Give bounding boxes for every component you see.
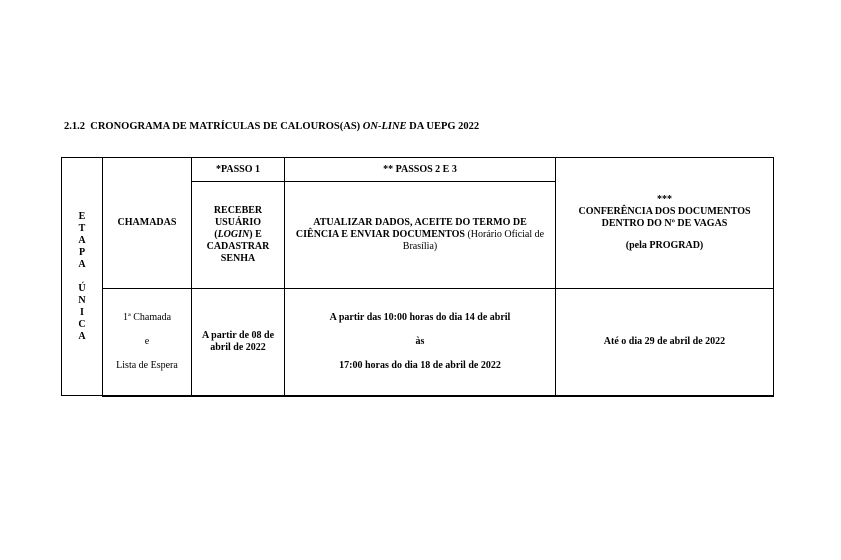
etapa-letter: A (78, 234, 86, 246)
conferencia-title: CONFERÊNCIA DOS DOCUMENTOS DENTRO DO Nº DE VAGAS (578, 206, 751, 229)
conferencia-date: Até o dia 29 de abril de 2022 (556, 289, 774, 396)
passos23-header: ** PASSOS 2 E 3 (285, 158, 556, 182)
receber-text-end: ) E CADASTRAR SENHA (206, 229, 270, 264)
conferencia-stars: *** (657, 194, 672, 205)
section-title-italic: ON-LINE (362, 121, 407, 132)
conferencia-header (556, 158, 774, 289)
passo1-header: *PASSO 1 (192, 158, 285, 182)
etapa-letter: N (78, 294, 86, 306)
etapa-letter: C (78, 318, 86, 330)
chamada-e: e (144, 335, 150, 347)
passo1-date: A partir de 08 de abril de 2022 (192, 289, 285, 396)
etapa-unica-cell (62, 158, 103, 396)
passos-start: A partir das 10:00 horas do dia 14 de abril (329, 311, 511, 323)
conferencia-sub: (pela PROGRAD) (625, 240, 704, 251)
etapa-letter: A (78, 258, 86, 270)
section-number: 2.1.2 (64, 121, 85, 132)
chamada-1: 1ª Chamada (122, 311, 172, 323)
etapa-letter: Ú (78, 282, 86, 294)
atualizar-note: (Horário Oficial de Brasília) (402, 229, 545, 252)
etapa-letter: T (78, 222, 86, 234)
section-heading (64, 121, 479, 132)
chamadas-header: CHAMADAS (103, 158, 192, 289)
passos23-dates (285, 289, 556, 396)
passos-as: às (415, 335, 425, 347)
section-title: CRONOGRAMA DE MATRÍCULAS DE CALOUROS(AS) (90, 121, 361, 132)
etapa-letter: I (80, 306, 84, 318)
section-title-end: DA UEPG 2022 (409, 121, 480, 132)
etapa-letter: E (78, 210, 86, 222)
receber-text: RECEBER USUÁRIO ( (213, 205, 263, 240)
atualizar-header (285, 182, 556, 289)
chamada-lista: Lista de Espera (116, 359, 178, 371)
passos-end: 17:00 horas do dia 18 de abril de 2022 (339, 359, 501, 371)
receber-header (192, 182, 285, 289)
atualizar-title: ATUALIZAR DADOS, ACEITE DO TERMO DE CIÊNCIA E ENVIAR DOCUMENTOS (295, 217, 527, 240)
etapa-letter: A (78, 330, 86, 342)
receber-login: LOGIN (217, 229, 250, 240)
chamadas-cell (103, 289, 192, 396)
schedule-table (61, 157, 774, 397)
etapa-letter: P (78, 246, 86, 258)
